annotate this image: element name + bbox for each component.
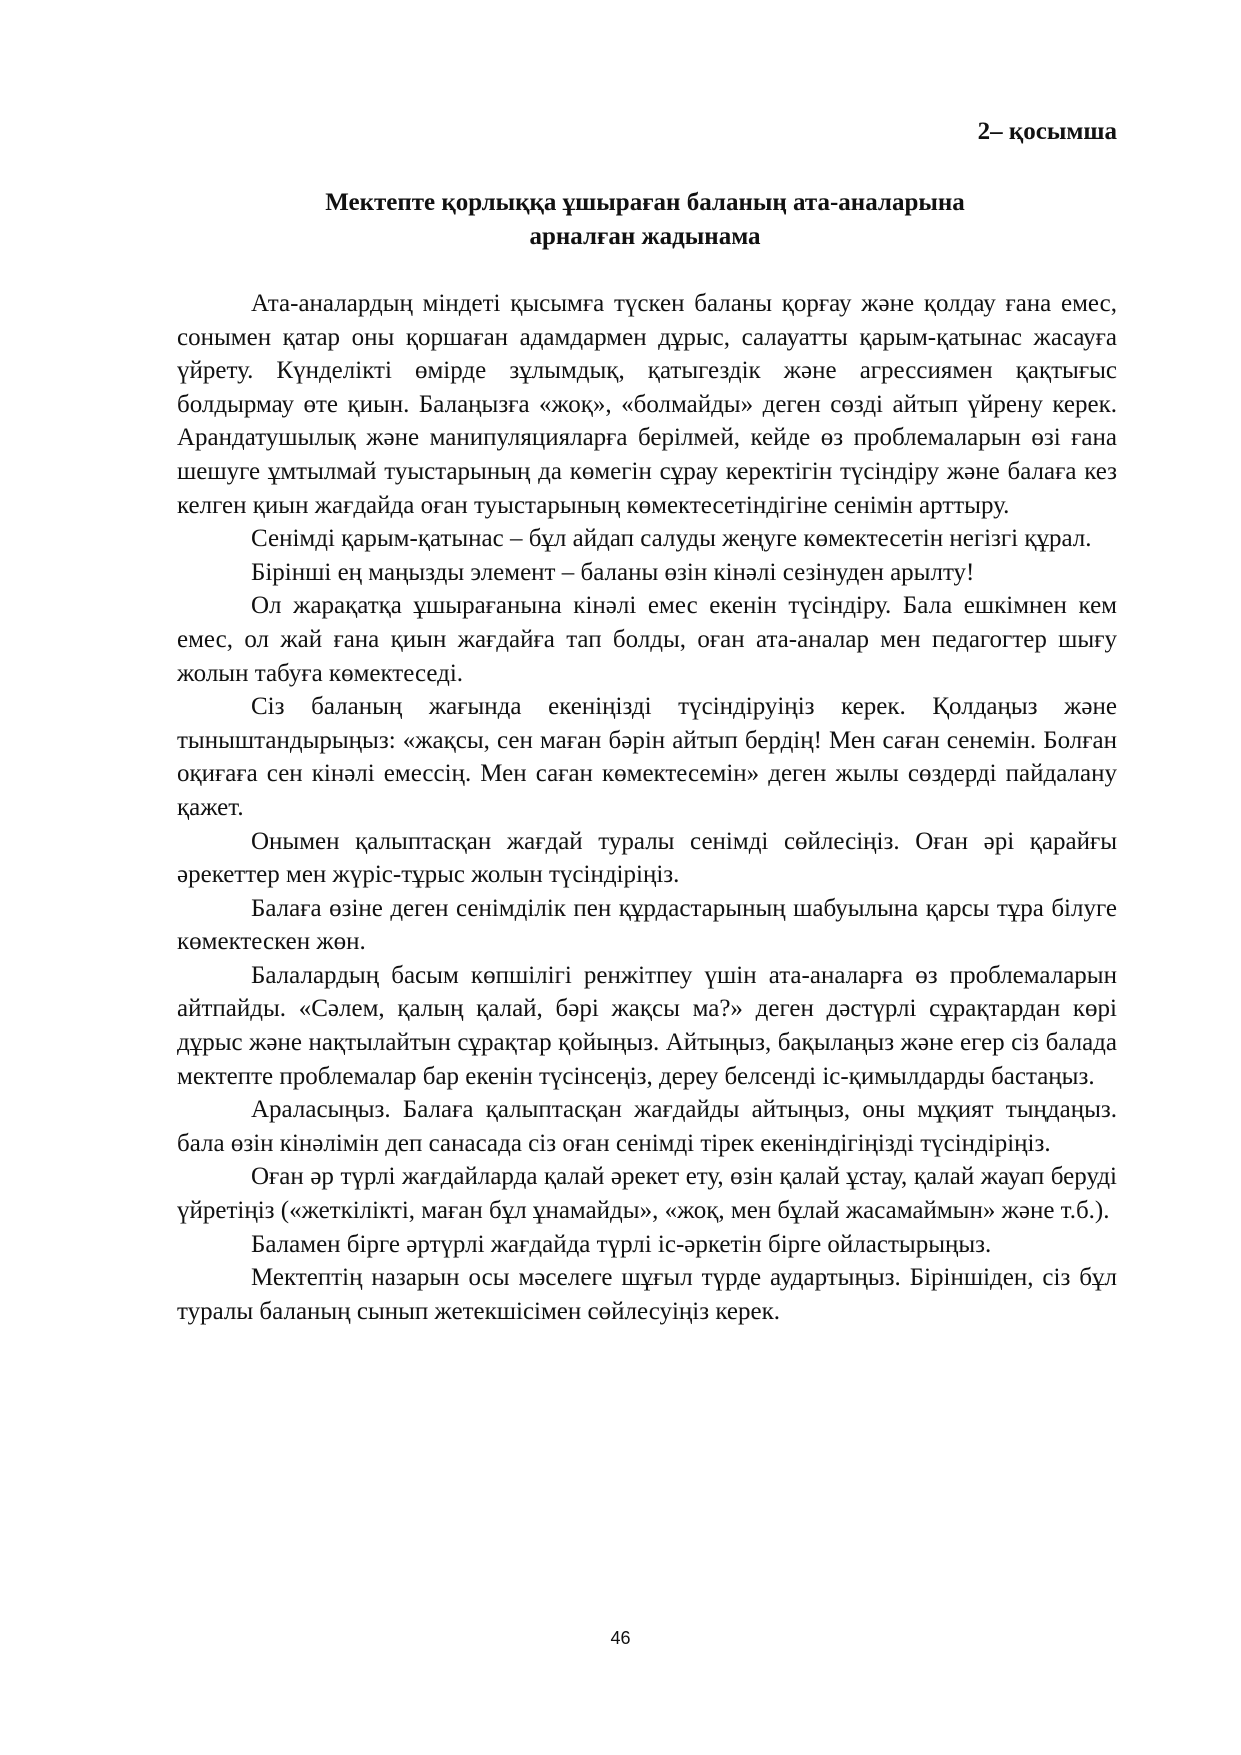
paragraph: Ол жарақатқа ұшырағанына кінәлі емес екенін түсіндіру. Бала ешкімнен кем емес, ол жай ғана қиын жағдайға тап болды, оған ата-аналар мен педагогтер шығу жолын табуға көмектеседі. (177, 592, 1117, 687)
page-number: 46 (610, 1628, 631, 1648)
paragraph: Онымен қалыптасқан жағдай туралы сенімді сөйлесіңіз. Оған әрі қарайғы әрекеттер мен жүріс-тұрыс жолын түсіндіріңіз. (177, 827, 1117, 889)
paragraph: Балалардың басым көпшілігі ренжітпеу үшін ата-аналарға өз проблемаларын айтпайды. «Сәлем, қалың қалай, бәрі жақсы ма?» деген дәстүрлі сұрақтардан көрі дұрыс және нақтылайтын сұрақтар қойыңыз. Айтыңыз, бақылаңыз және егер сіз балада мектепте проблемалар бар екенін түсінсеңіз, дереу белсенді іс-қимылдарды бастаңыз. (177, 961, 1117, 1090)
paragraph: Ата-аналардың міндеті қысымға түскен баланы қорғау және қолдау ғана емес, сонымен қатар оны қоршаған адамдармен дұрыс, салауатты қарым-қатынас жасауға үйрету. Күнделікті өмірде зұлымдық, қатыгездік және агрессиямен қақтығыс болдырмау өте қиын. Балаңызға «жоқ», «болмайды» деген сөзді айтып үйрену керек. Арандатушылық және манипуляцияларға берілмей, кейде өз проблемаларын өзі ғана шешуге ұмтылмай туыстарының да көмегін сұрау керектігін түсіндіру және балаға кез келген қиын жағдайда оған туыстарының көмектесетіндігіне сенімін арттыру. (177, 290, 1117, 519)
paragraph: Оған әр түрлі жағдайларда қалай әрекет ету, өзін қалай ұстау, қалай жауап беруді үйретіңіз («жеткілікті, маған бұл ұнамайды», «жоқ, мен бұлай жасамаймын» және т.б.). (177, 1163, 1117, 1225)
document-title-line-2: арналған жадынама (529, 223, 761, 250)
paragraph: Баламен бірге әртүрлі жағдайда түрлі іс-әркетін бірге ойластырыңыз. (251, 1230, 992, 1258)
paragraph: Араласыңыз. Балаға қалыптасқан жағдайды айтыңыз, оны мұқият тыңдаңыз. бала өзін кінәлімін деп санасада сіз оған сенімді тірек екеніндігіңізді түсіндіріңіз. (177, 1096, 1117, 1157)
paragraph: Балаға өзіне деген сенімділік пен құрдастарының шабуылына қарсы тұра білуге көмектескен жөн. (177, 894, 1117, 956)
paragraph: Мектептің назарын осы мәселеге шұғыл түрде аудартыңыз. Біріншіден, сіз бұл туралы баланың сынып жетекшісімен сөйлесуіңіз керек. (177, 1264, 1117, 1325)
paragraph: Бірінші ең маңызды элемент – баланы өзін кінәлі сезінуден арылту! (251, 558, 975, 586)
paragraph: Сенімді қарым-қатынас – бұл айдап салуды жеңуге көмектесетін негізгі құрал. (251, 525, 1092, 553)
document-title-line-1: Мектепте қорлыққа ұшыраған баланың ата-аналарына (325, 189, 965, 216)
appendix-label: 2– қосымша (977, 118, 1117, 145)
document-title (240, 186, 1050, 254)
document-body (177, 287, 1117, 1328)
paragraph: Сіз баланың жағында екеніңізді түсіндіруіңіз керек. Қолдаңыз және тыныштандырыңыз: «жақсы, сен маған бәрін айтып бердің! Мен саған сенемін. Болған оқиғаға сен кінәлі емессің. Мен саған көмектесемін» деген жылы сөздерді пайдалану қажет. (177, 693, 1117, 821)
